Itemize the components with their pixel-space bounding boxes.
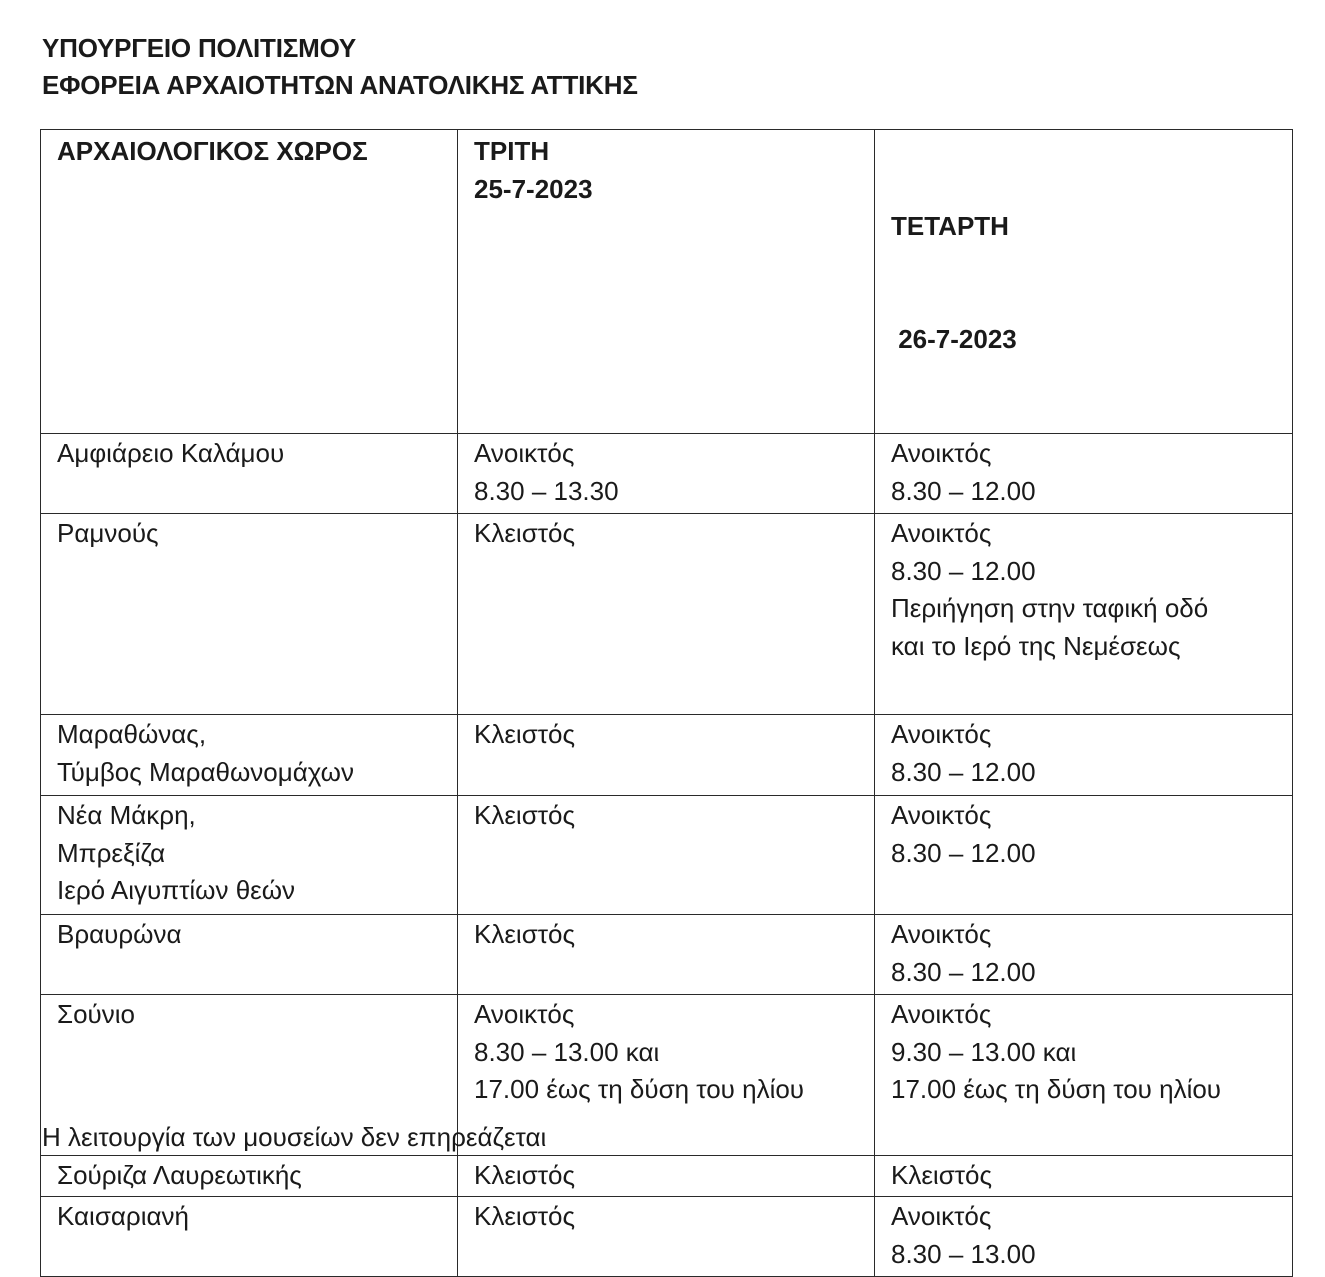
cell-line: Ανοικτός xyxy=(891,719,992,749)
museums-note: Η λειτουργία των μουσείων δεν επηρεάζεται xyxy=(42,1122,547,1152)
cell-line: Κλειστός xyxy=(474,1160,576,1190)
site-cell xyxy=(41,915,458,995)
tuesday-cell xyxy=(458,1156,875,1197)
header-line: 25-7-2023 xyxy=(474,173,593,204)
cell-line: και το Ιερό της Νεμέσεως xyxy=(891,630,1181,661)
column-header-tuesday xyxy=(458,130,875,434)
cell-line: Βραυρώνα xyxy=(57,919,182,949)
cell-line: 8.30 – 12.00 xyxy=(891,837,1036,868)
column-header-site xyxy=(41,130,458,434)
tuesday-cell xyxy=(458,796,875,915)
cell-line: Αμφιάρειο Καλάμου xyxy=(57,438,285,468)
tuesday-cell xyxy=(458,434,875,514)
tuesday-cell xyxy=(458,915,875,995)
schedule-table xyxy=(40,129,1293,1277)
cell-line: 8.30 – 12.00 xyxy=(891,756,1036,787)
cell-line: 17.00 έως τη δύση του ηλίου xyxy=(891,1074,1222,1104)
ministry-title: ΥΠΟΥΡΓΕΙΟ ΠΟΛΙΤΙΣΜΟΥ xyxy=(42,33,357,63)
table-row xyxy=(41,715,1293,796)
cell-line: Ανοικτός xyxy=(891,438,992,468)
cell-line: 8.30 – 12.00 xyxy=(891,475,1036,506)
site-cell xyxy=(41,514,458,715)
site-cell xyxy=(41,796,458,915)
cell-line: Ανοικτός xyxy=(474,438,575,468)
cell-line: 9.30 – 13.00 και xyxy=(891,1036,1077,1067)
cell-line: Κλειστός xyxy=(474,800,576,830)
header-line: ΤΡΙΤΗ xyxy=(474,136,550,166)
cell-line: 8.30 – 13.30 xyxy=(474,475,619,506)
cell-line: Κλειστός xyxy=(891,1160,993,1190)
table-header-row xyxy=(41,130,1293,434)
site-cell xyxy=(41,715,458,796)
wednesday-cell xyxy=(875,514,1293,715)
cell-line: Περιήγηση στην ταφική οδό xyxy=(891,593,1209,623)
cell-line: Κλειστός xyxy=(474,919,576,949)
header-line: ΑΡΧΑΙΟΛΟΓΙΚΟΣ ΧΩΡΟΣ xyxy=(57,136,368,166)
cell-line: Ανοικτός xyxy=(891,919,992,949)
cell-line: Τύμβος Μαραθωνομάχων xyxy=(57,756,354,787)
cell-line: 8.30 – 12.00 xyxy=(891,555,1036,586)
site-cell xyxy=(41,1197,458,1277)
cell-line: Καισαριανή xyxy=(57,1201,189,1231)
cell-line: 17.00 έως τη δύση του ηλίου xyxy=(474,1074,805,1104)
ephorate-title: ΕΦΟΡΕΙΑ ΑΡΧΑΙΟΤΗΤΩΝ ΑΝΑΤΟΛΙΚΗΣ ΑΤΤΙΚΗΣ xyxy=(42,70,638,100)
column-header-wednesday xyxy=(875,130,1293,434)
site-cell xyxy=(41,434,458,514)
cell-line: Νέα Μάκρη, xyxy=(57,800,196,830)
table-row xyxy=(41,915,1293,995)
cell-line: Σούνιο xyxy=(57,999,135,1029)
cell-line: Ανοικτός xyxy=(891,999,992,1029)
cell-line: Κλειστός xyxy=(474,719,576,749)
cell-line: Ραμνούς xyxy=(57,518,159,548)
table-row xyxy=(41,434,1293,514)
wednesday-cell xyxy=(875,1156,1293,1197)
wednesday-cell xyxy=(875,915,1293,995)
header-line: ΤΕΤΑΡΤΗ xyxy=(891,211,1009,241)
cell-line: Μπρεξίζα xyxy=(57,837,166,868)
site-cell xyxy=(41,1156,458,1197)
cell-line: Ανοικτός xyxy=(891,800,992,830)
table-row xyxy=(41,514,1293,715)
tuesday-cell xyxy=(458,715,875,796)
wednesday-cell xyxy=(875,434,1293,514)
wednesday-cell xyxy=(875,995,1293,1156)
cell-line: Μαραθώνας, xyxy=(57,719,207,749)
document-header xyxy=(42,30,638,104)
cell-line: Ιερό Αιγυπτίων θεών xyxy=(57,875,296,905)
cell-line: 8.30 – 12.00 xyxy=(891,956,1036,987)
cell-line: Κλειστός xyxy=(474,1201,576,1231)
wednesday-cell xyxy=(875,1197,1293,1277)
cell-line: Ανοικτός xyxy=(474,999,575,1029)
table-row xyxy=(41,1156,1293,1197)
tuesday-cell xyxy=(458,514,875,715)
cell-line: 8.30 – 13.00 και xyxy=(474,1036,660,1067)
table-row xyxy=(41,1197,1293,1277)
wednesday-cell xyxy=(875,796,1293,915)
header-line: 26-7-2023 xyxy=(891,323,1017,354)
cell-line: 8.30 – 13.00 xyxy=(891,1238,1036,1269)
cell-line: Κλειστός xyxy=(474,518,576,548)
wednesday-cell xyxy=(875,715,1293,796)
table-row xyxy=(41,796,1293,915)
cell-line: Ανοικτός xyxy=(891,1201,992,1231)
cell-line: Σούριζα Λαυρεωτικής xyxy=(57,1160,302,1190)
cell-line: Ανοικτός xyxy=(891,518,992,548)
tuesday-cell xyxy=(458,1197,875,1277)
